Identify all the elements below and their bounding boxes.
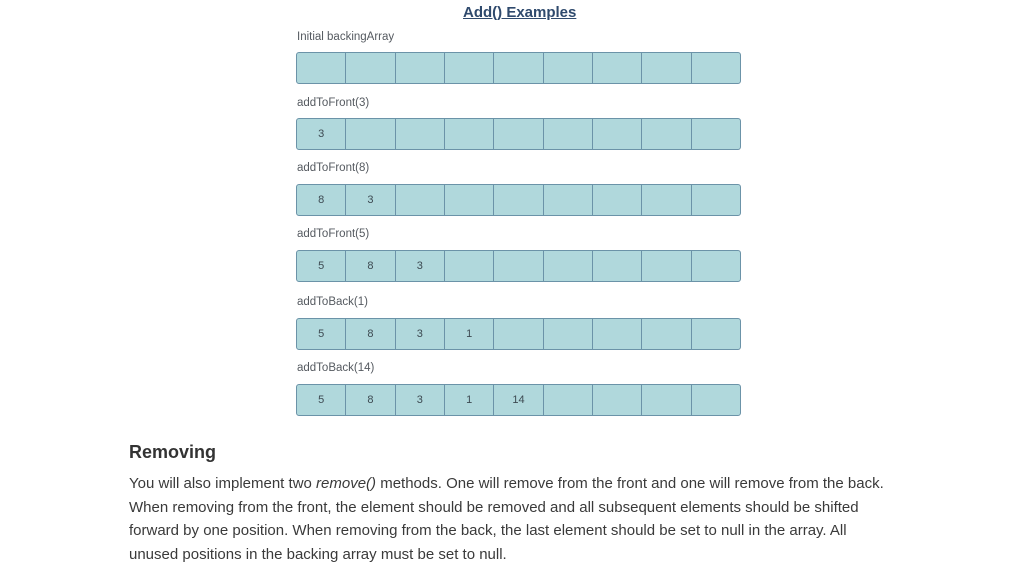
array-cell: 8 bbox=[346, 319, 395, 349]
array-cell: 1 bbox=[445, 319, 494, 349]
array-cell bbox=[692, 185, 740, 215]
array-cell bbox=[593, 53, 642, 83]
figure-title: Add() Examples bbox=[463, 4, 577, 21]
array-cell bbox=[593, 385, 642, 415]
array-cell: 5 bbox=[297, 251, 346, 281]
array-cell bbox=[346, 53, 395, 83]
array-cell bbox=[346, 119, 395, 149]
array-cell bbox=[544, 251, 593, 281]
array-cell bbox=[396, 119, 445, 149]
array-cell bbox=[396, 53, 445, 83]
array-cell bbox=[692, 251, 740, 281]
array-cell bbox=[494, 119, 543, 149]
array-cell bbox=[494, 53, 543, 83]
array-cell bbox=[692, 385, 740, 415]
array-after-add-to-back-14 bbox=[296, 384, 741, 416]
array-cell bbox=[642, 251, 691, 281]
step-label-add-to-back-1: addToBack(1) bbox=[297, 296, 368, 308]
array-cell bbox=[396, 185, 445, 215]
array-after-add-to-back-1 bbox=[296, 318, 741, 350]
section-heading-removing: Removing bbox=[129, 442, 217, 462]
array-cell bbox=[593, 119, 642, 149]
step-label-add-to-front-8: addToFront(8) bbox=[297, 162, 370, 174]
body-text-method-name: remove() bbox=[316, 475, 377, 492]
array-cell bbox=[642, 319, 691, 349]
step-label-add-to-back-14: addToBack(14) bbox=[297, 362, 375, 374]
step-label-initial: Initial backingArray bbox=[297, 31, 395, 43]
array-cell bbox=[642, 53, 691, 83]
array-cell: 3 bbox=[346, 185, 395, 215]
array-cell bbox=[494, 251, 543, 281]
array-cell: 3 bbox=[396, 385, 445, 415]
body-text-rest: methods. One will remove from the front and one will remove from the back. When removing from the front, the element should be removed and all subsequent elements should be shifted forward by one position. When removing from the back, the last element should be set to null in the array. All unused positions in the backing array must be set to null. bbox=[129, 475, 884, 564]
array-cell bbox=[494, 185, 543, 215]
array-cell bbox=[494, 319, 543, 349]
section-body-paragraph bbox=[129, 472, 899, 567]
array-cell bbox=[445, 251, 494, 281]
body-text-start: You will also implement two bbox=[129, 475, 317, 492]
array-after-add-to-front-8 bbox=[296, 184, 741, 216]
array-cell: 1 bbox=[445, 385, 494, 415]
array-cell: 14 bbox=[494, 385, 543, 415]
array-after-add-to-front-5 bbox=[296, 250, 741, 282]
array-cell bbox=[593, 185, 642, 215]
array-cell bbox=[593, 319, 642, 349]
array-cell: 8 bbox=[297, 185, 346, 215]
array-cell bbox=[445, 185, 494, 215]
array-cell: 3 bbox=[396, 251, 445, 281]
array-cell: 3 bbox=[297, 119, 346, 149]
array-cell: 5 bbox=[297, 319, 346, 349]
array-after-add-to-front-3 bbox=[296, 118, 741, 150]
array-cell bbox=[642, 119, 691, 149]
array-cell bbox=[544, 385, 593, 415]
array-cell bbox=[445, 119, 494, 149]
array-initial bbox=[296, 52, 741, 84]
array-cell: 3 bbox=[396, 319, 445, 349]
array-cell: 8 bbox=[346, 251, 395, 281]
array-cell bbox=[642, 185, 691, 215]
array-cell bbox=[445, 53, 494, 83]
array-cell bbox=[692, 319, 740, 349]
array-cell: 5 bbox=[297, 385, 346, 415]
array-cell bbox=[544, 53, 593, 83]
array-cell bbox=[642, 385, 691, 415]
array-cell bbox=[593, 251, 642, 281]
array-cell bbox=[692, 119, 740, 149]
array-cell bbox=[297, 53, 346, 83]
array-cell: 8 bbox=[346, 385, 395, 415]
step-label-add-to-front-3: addToFront(3) bbox=[297, 97, 370, 109]
array-cell bbox=[544, 119, 593, 149]
array-cell bbox=[692, 53, 740, 83]
array-cell bbox=[544, 319, 593, 349]
array-cell bbox=[544, 185, 593, 215]
step-label-add-to-front-5: addToFront(5) bbox=[297, 228, 370, 240]
